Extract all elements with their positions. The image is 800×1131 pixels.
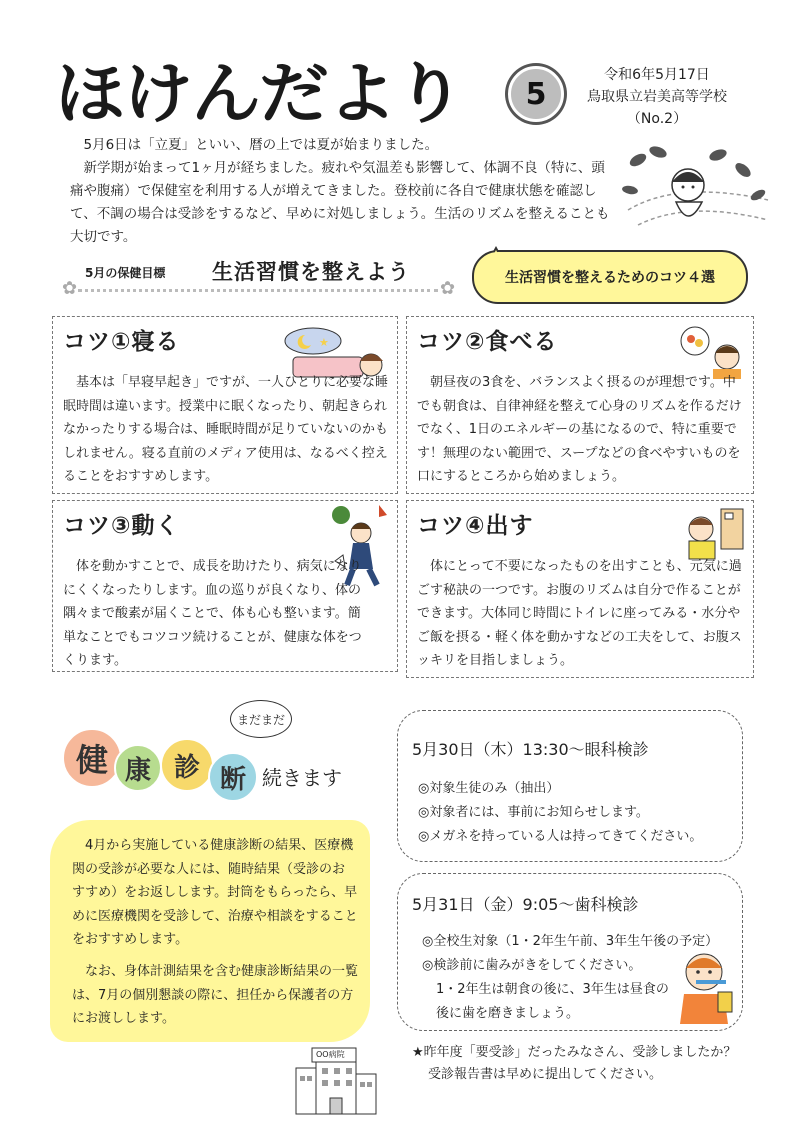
eye-exam-list xyxy=(418,777,702,849)
tip-card-move xyxy=(52,500,398,672)
hospital-sign-label: OO病院 xyxy=(316,1050,345,1059)
clover-icon: ✿ xyxy=(62,278,78,299)
tip-body: 体を動かすことで、成長を助けたり、病気になりにくくなったりします。血の巡りが良くなり、体の隅々まで酸素が届くことで、体も心も整います。簡単なことでもコツコツ続けることが、健康な体をつくります。 xyxy=(63,559,362,668)
still-more-mark: まだまだ xyxy=(230,700,292,738)
kanji-dan: 断 xyxy=(208,752,258,802)
intro-paragraph-1: 5月6日は「立夏」といい、暦の上では夏が始まりました。 xyxy=(83,137,439,153)
publication-info xyxy=(572,64,742,130)
tip-title: コツ③動く xyxy=(63,513,180,539)
tip-card-eat xyxy=(406,316,754,494)
kanji-kou: 康 xyxy=(114,744,162,792)
clover-icon: ✿ xyxy=(440,278,456,299)
eye-exam-box xyxy=(397,710,743,862)
tip-card-release xyxy=(406,500,754,678)
newsletter-title: ほけんだより xyxy=(55,54,463,133)
tip-title: コツ④出す xyxy=(417,513,534,539)
footnote-line-1: ★昨年度「要受診」だったみなさん、受診しましたか？ xyxy=(412,1045,737,1060)
intro-text xyxy=(70,134,618,249)
tip-body: 朝昼夜の3食を、バランスよく摂るのが理想です。中でも朝食は、自律神経を整えて心身のリズムを作るだけでなく、1日のエネルギーの基になるので、特に重要です！無理のない範囲で、スープなどの食べやすいものを口にするところから始めましょう。 xyxy=(417,375,742,484)
footnote-line-2: 受診報告書は早めに提出してください。 xyxy=(428,1067,663,1082)
list-item: ◎検診前に歯みがきをしてください。 xyxy=(422,958,642,973)
tip-body: 基本は「早寝早起き」ですが、一人ひとりに必要な睡眠時間は違います。授業中に眠くなったり、朝起きられなかったりする場合は、睡眠時間が足りていないのかもしれません。寝る直前のメディア使用は、なるべく控えることをおすすめします。 xyxy=(63,375,389,484)
eye-exam-heading: 5月30日（木）13:30～眼科検診 xyxy=(412,740,649,759)
dental-exam-box xyxy=(397,873,743,1031)
speech-bubble-tail-fill xyxy=(489,250,503,264)
tip-title: コツ②食べる xyxy=(417,329,558,355)
continues-text: 続きます xyxy=(262,766,342,790)
list-item: 1・2年生は朝食の後に、3年生は昼食の xyxy=(436,982,669,997)
list-item: ◎全校生対象（1・2年生午前、3年生午後の予定） xyxy=(422,934,719,949)
school-name: 鳥取県立岩美高等学校 xyxy=(587,89,727,105)
list-item: ◎対象生徒のみ（抽出） xyxy=(418,781,560,796)
monthly-goal-label: 5月の保健目標 xyxy=(85,266,166,280)
tips-speech-bubble: 生活習慣を整えるためのコツ４選 xyxy=(472,250,748,304)
issue-number-badge: 5 xyxy=(508,66,564,122)
list-item: 後に歯を磨きましょう。 xyxy=(436,1006,580,1021)
dental-exam-heading: 5月31日（金）9:05～歯科検診 xyxy=(412,895,639,914)
girl-with-leaves-illustration xyxy=(618,140,778,240)
svg-text:★: ★ xyxy=(319,336,329,349)
edition-number: （No.2） xyxy=(626,111,688,127)
list-item: ◎メガネを持っている人は持ってきてください。 xyxy=(418,829,703,844)
footnote xyxy=(412,1042,736,1086)
goal-divider xyxy=(78,289,438,292)
kanji-shin: 診 xyxy=(160,738,214,792)
tip-card-sleep xyxy=(52,316,398,494)
checkup-paragraph-1: 4月から実施している健康診断の結果、医療機関の受診が必要な人には、随時結果（受診のおすすめ）をお返しします。封筒をもらったら、早めに医療機関を受診して、治療や相談をすることをおすすめします。 xyxy=(72,838,358,947)
checkup-paragraph-2: なお、身体計測結果を含む健康診断結果の一覧は、7月の個別懇談の際に、担任から保護者の方にお渡しします。 xyxy=(72,964,359,1026)
list-item: ◎対象者には、事前にお知らせします。 xyxy=(418,805,649,820)
monthly-goal-title: 生活習慣を整えよう xyxy=(212,260,410,284)
checkup-results-panel xyxy=(50,820,370,1042)
kanji-ken: 健 xyxy=(62,728,122,788)
intro-paragraph-2: 新学期が始まって1ヶ月が経ちました。疲れや気温差も影響して、体調不良（特に、頭痛や腹痛）で保健室を利用する人が増えてきました。登校前に各自で健康状態を確認して、不調の場合は受診をするなど、早めに対処しましょう。生活のリズムを整えることも大切です。 xyxy=(70,160,610,245)
tooth-brushing-person-icon xyxy=(674,948,738,1024)
publish-date: 令和6年5月17日 xyxy=(604,67,710,83)
tip-body: 体にとって不要になったものを出すことも、元気に過ごす秘訣の一つです。お腹のリズムは自分で作ることができます。大体同じ時間にトイレに座ってみる・水分やご飯を摂る・軽く体を動かすなどの工夫をして、お腹スッキリを目指しましょう。 xyxy=(417,559,742,668)
tip-title: コツ①寝る xyxy=(63,329,180,355)
